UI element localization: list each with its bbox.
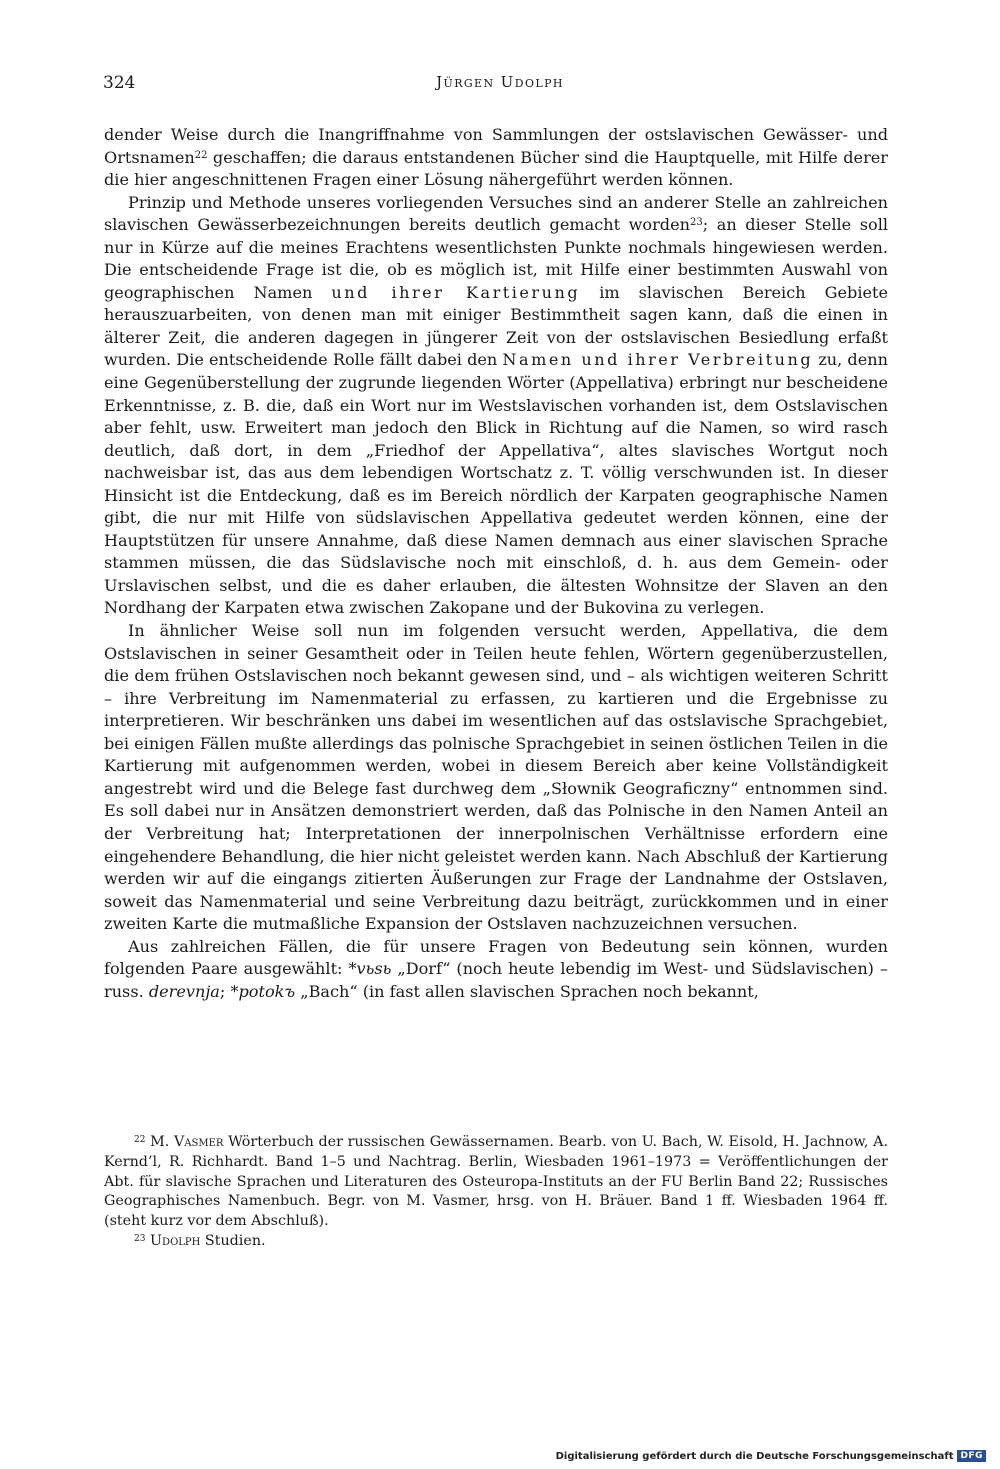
footnote-number: 22 xyxy=(134,1135,146,1145)
emphasis-spaced: Namen und ihrer Verbreitung xyxy=(502,350,814,370)
text-run: im slavischen Bereich Gebiete herauszuarbeiten, von denen man mit einiger Bestimmtheit sagen kann, daß die einen in älterer Zeit, die anderen dagegen in jüngerer Zeit von der ostslavischen Besiedlung erfaßt wurden. Die entscheidende Rolle fällt dabei den xyxy=(104,282,888,370)
text-run: „Dorf“ (noch heute lebendig im West- und Südslavischen) – russ. xyxy=(104,959,888,1001)
paragraph-4 xyxy=(104,936,888,1004)
footnote-23 xyxy=(104,1232,888,1252)
footnote-ref-23[interactable]: 23 xyxy=(689,217,703,229)
text-run: Prinzip und Methode unseres vorliegenden Versuches sind an anderer Stelle an zahlreichen slavischen Gewässerbezeichnungen bereits deutlich gemacht worden xyxy=(104,192,888,235)
running-title: Jürgen Udolph xyxy=(436,73,564,91)
paragraph-1 xyxy=(104,124,888,192)
text-run: „Bach“ (in fast allen slavischen Sprachen noch bekannt, xyxy=(295,981,759,1001)
slavic-word: *vьsь xyxy=(348,959,392,979)
main-text xyxy=(104,124,888,1003)
dfg-logo-icon: DFG xyxy=(957,1450,986,1462)
footnote-number: 23 xyxy=(134,1233,146,1244)
text-run: Aus zahlreichen Fällen, die für unsere Fragen von Bedeutung sein können, wurden folgenden Paare ausgewählt: xyxy=(104,936,888,979)
credit-text: Digitalisierung gefördert durch die Deutsche Forschungsgemeinschaft xyxy=(555,1450,954,1462)
digitization-credit xyxy=(556,1450,986,1462)
text-run: dender Weise durch die Inangriffnahme von Sammlungen der ostslavischen Gewässer- und Ortsnamen xyxy=(104,125,888,167)
text-run: geschaffen; die daraus entstandenen Bücher sind die Hauptquelle, mit Hilfe derer die hier angeschnittenen Fragen einer Lösung nähergeführt werden können. xyxy=(104,147,888,190)
paragraph-3: In ähnlicher Weise soll nun im folgenden versucht werden, Appellativa, die dem Ostslavischen in seiner Gesamtheit oder in Teilen heute fehlen, Wörtern gegenüberzustellen, die dem frühen Ostslavischen noch bekannt gewesen sind, und – als wichtigen weiteren Schritt – ihre Verbreitung im Namenmaterial zu erfassen, zu kartieren und die Ergebnisse zu interpretieren. Wir beschränken uns dabei im wesentlichen auf das ostslavische Sprachgebiet, bei einigen Fällen mußte allerdings das polnische Sprachgebiet in seinen östlichen Teilen in die Kartierung mit aufgenommen werden, wobei in diesem Bereich aber keine Vollständigkeit angestrebt wird und die Belege fast durchweg dem „Słownik Geograficzny“ entnommen sind. Es soll dabei nur in Ansätzen demonstriert werden, daß das Polnische in den Namen Anteil an der Verbreitung hat; Interpretationen der innerpolnischen Verhältnisse erfordern eine eingehendere Behandlung, die hier nicht geleistet werden kann. Nach Abschluß der Kartierung werden wir auf die eingangs zitierten Äußerungen zur Frage der Landnahme der Ostslaven, soweit das Namenmaterial und seine Verbreitung dazu beiträgt, zurückkommen und in einer zweiten Karte die mutmaßliche Expansion der Ostslaven nachzuzeichnen versuchen. xyxy=(104,621,888,934)
footnotes xyxy=(104,1133,888,1252)
paragraph-2 xyxy=(104,192,888,620)
text-run: ; xyxy=(219,981,231,1001)
text-run: ; an dieser Stelle soll nur in Kürze auf die meines Erachtens wesentlichsten Punkte nochmals hingewiesen werden. Die entscheidende Frage ist die, ob es möglich ist, mit Hilfe einer bestimmten Auswahl von geographischen Namen xyxy=(104,215,888,302)
footnote-22 xyxy=(104,1133,888,1232)
footnote-author: Udolph xyxy=(150,1232,201,1249)
page-number: 324 xyxy=(103,73,136,93)
footnote-text: Studien. xyxy=(200,1232,266,1249)
footnote-author: M. Vasmer xyxy=(150,1134,224,1150)
emphasis-spaced: und ihrer Kartierung xyxy=(331,282,581,302)
slavic-word: *potokъ xyxy=(230,981,296,1001)
slavic-word: derevnja xyxy=(148,981,220,1001)
footnote-ref-22[interactable]: 22 xyxy=(194,149,208,161)
text-run: zu, denn eine Gegenüberstellung der zugrunde liegenden Wörter (Appellativa) erbringt nur bescheidene Erkenntnisse, z. B. die, daß ein Wort nur im Westslavischen vorhanden ist, dem Ostslavischen aber fehlt, usw. Erweitert man jedoch den Blick in Richtung auf die Namen, so wird rasch deutlich, daß dort, in dem „Friedhof der Appellativa“, altes slavisches Wortgut noch nachweisbar ist, das aus dem lebendigen Wortschatz z. T. völlig verschwunden ist. In dieser Hinsicht ist die Entdeckung, daß es im Bereich nördlich der Karpaten geographische Namen gibt, die nur mit Hilfe von südslavischen Appellativa gedeutet werden können, eine der Hauptstützen für unsere Annahme, daß diese Namen demnach aus einer slavischen Sprache stammen müssen, die das Südslavische noch mit einschloß, d. h. aus dem Gemein- oder Urslavischen selbst, und die es daher erlauben, die ältesten Wohnsitze der Slaven an den Nordhang der Karpaten etwa zwischen Zakopane und der Bukovina zu verlegen. xyxy=(104,350,888,618)
footnote-text: Wörterbuch der russischen Gewässernamen. Bearb. von U. Bach, W. Eisold, H. Jachnow, A. Kernd’l, R. Richhardt. Band 1–5 und Nachtrag. Berlin, Wiesbaden 1961–1973 = Veröffentlichungen der Abt. für slavische Sprachen und Literaturen des Osteuropa-Instituts an der FU Berlin Band 22; Russisches Geographisches Namenbuch. Begr. von M. Vasmer, hrsg. von H. Bräuer. Band 1 ff. Wiesbaden 1964 ff. (steht kurz vor dem Abschluß). xyxy=(104,1134,888,1230)
